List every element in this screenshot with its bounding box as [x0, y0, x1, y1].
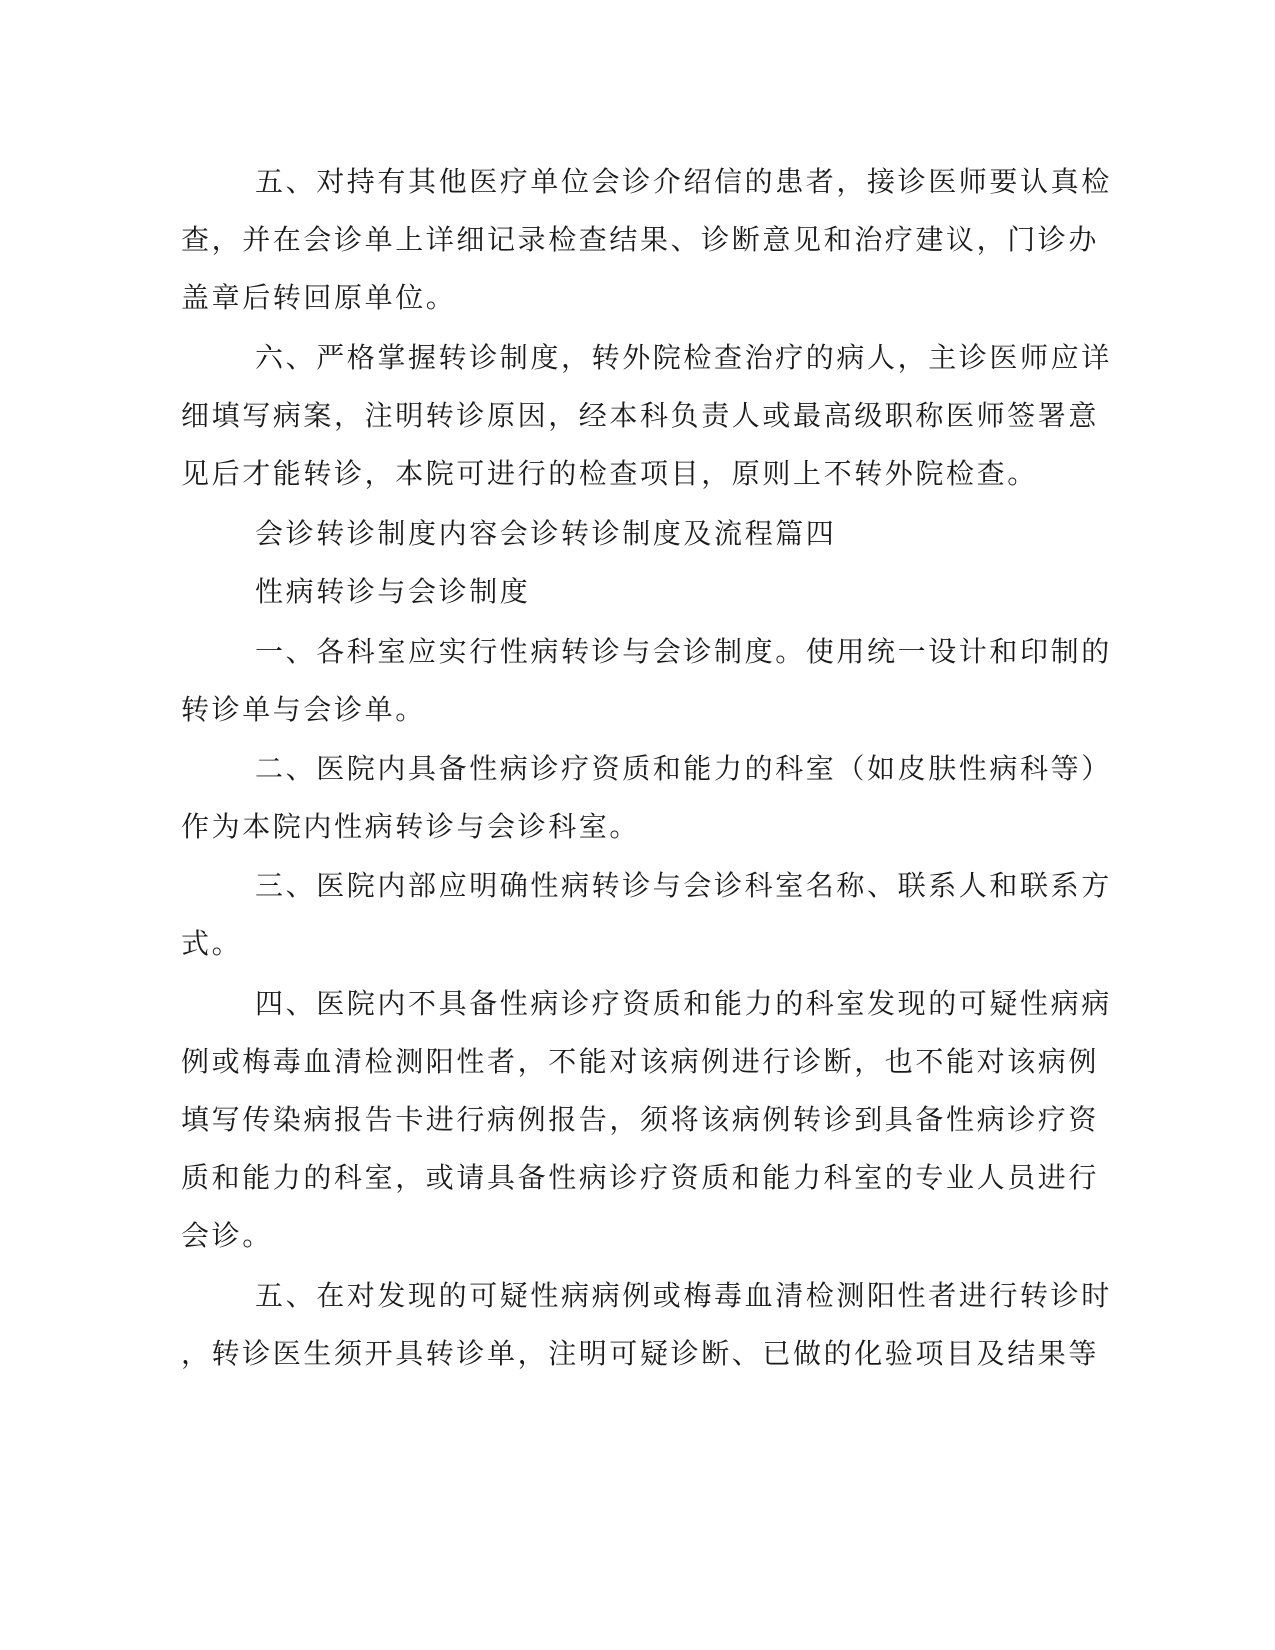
section-title: 会诊转诊制度内容会诊转诊制度及流程篇四 — [255, 517, 837, 550]
item-3-line-2: 式。 — [181, 927, 243, 960]
item-4-line-4: 质和能力的科室，或请具备性病诊疗资质和能力科室的专业人员进行 — [181, 1161, 1100, 1194]
item-4-line-3: 填写传染病报告卡进行病例报告，须将该病例转诊到具备性病诊疗资 — [181, 1103, 1100, 1136]
item-1-line-2: 转诊单与会诊单。 — [181, 693, 426, 726]
item-2-line-2: 作为本院内性病转诊与会诊科室。 — [181, 810, 641, 843]
item-4-line-1: 四、医院内不具备性病诊疗资质和能力的科室发现的可疑性病病 — [255, 987, 1112, 1020]
paragraph-6-line-1: 六、严格掌握转诊制度，转外院检查治疗的病人，主诊医师应详 — [255, 341, 1112, 374]
item-4-line-5: 会诊。 — [181, 1219, 273, 1252]
item-5-line-2: ，转诊医生须开具转诊单，注明可疑诊断、已做的化验项目及结果等 — [181, 1337, 1100, 1370]
item-4-line-2: 例或梅毒血清检测阳性者，不能对该病例进行诊断，也不能对该病例 — [181, 1045, 1100, 1078]
paragraph-6-line-2: 细填写病案，注明转诊原因，经本科负责人或最高级职称医师签署意 — [181, 399, 1100, 432]
paragraph-5-line-2: 查，并在会诊单上详细记录检查结果、诊断意见和治疗建议，门诊办 — [181, 223, 1100, 256]
paragraph-5-line-3: 盖章后转回原单位。 — [181, 281, 457, 314]
paragraph-6-line-3: 见后才能转诊，本院可进行的检查项目，原则上不转外院检查。 — [181, 457, 1038, 490]
item-1-line-1: 一、各科室应实行性病转诊与会诊制度。使用统一设计和印制的 — [255, 635, 1112, 668]
paragraph-5-line-1: 五、对持有其他医疗单位会诊介绍信的患者，接诊医师要认真检 — [255, 165, 1112, 198]
item-2-line-1: 二、医院内具备性病诊疗资质和能力的科室（如皮肤性病科等） — [255, 752, 1112, 785]
item-5-line-1: 五、在对发现的可疑性病病例或梅毒血清检测阳性者进行转诊时 — [255, 1279, 1112, 1312]
section-subtitle: 性病转诊与会诊制度 — [255, 575, 531, 608]
item-3-line-1: 三、医院内部应明确性病转诊与会诊科室名称、联系人和联系方 — [255, 869, 1112, 902]
